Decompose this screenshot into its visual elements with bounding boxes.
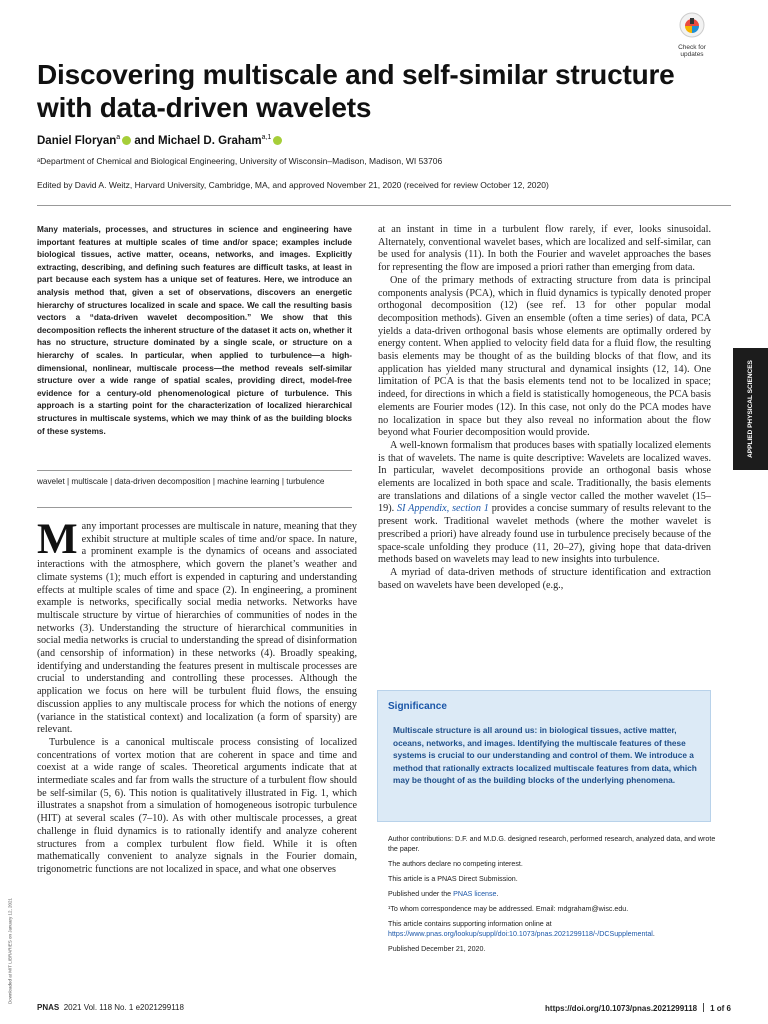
- significance-text: Multiscale structure is all around us: in biological tissues, active matter, oceans, networks, and images. Identifying the multiscale features of these systems is crucial to our understanding and control of them. We introduce a method that rationally extracts localized multiscale features from data, which may be thought of as the building blocks of the underlying phenomena.: [393, 725, 697, 786]
- page-footer: [37, 1003, 731, 1015]
- significance-box: [377, 690, 711, 822]
- author-affil-mark: a: [116, 134, 121, 141]
- authors-conjunction: and: [134, 134, 155, 147]
- orcid-icon[interactable]: [273, 136, 282, 145]
- license-suffix: .: [496, 890, 499, 898]
- orcid-icon[interactable]: [122, 136, 131, 145]
- paragraph: [378, 440, 711, 567]
- license-prefix: Published under the: [388, 890, 452, 898]
- paragraph-text: A well-known formalism that produces bases with spatially localized elements is that of wavelets. The name is quite descriptive: Wavelets are localized waves. In particular, wavelet decompositions provide an orthogonal basis whose elements are localized in both space and scale. Traditionally, the basis elements are translations and dilations of a single vector called the mother wavelet (15–19).: [378, 439, 711, 515]
- abstract: Many materials, processes, and structures in science and engineering have important features at multiple scales of time and/or space; examples include biological tissues, active matter, oceans, networks, and images. Explicitly extracting, describing, and defining such features are difficult tasks, at least in part because each system has a unique set of features. Here, we introduce an analysis method that, given a set of observations, discovers an energetic hierarchy of structures localized in scale and space. We call the resulting basis vectors a “data-driven wavelet decomposition.” We show that this decomposition reflects the inherent structure of the dataset it acts on, whether it has no structure, structure dominated by a single scale, or structure on a hierarchy of scales. In particular, when applied to turbulence—a high-dimensional, nonlinear, multiscale process—the method reveals self-similar structure over a wide range of spatial scales, providing direct, model-free evidence for a century-old phenomenological picture of turbulence. This approach is a starting point for the characterization of localized hierarchical structures in multiscale systems, which we may think of as the building blocks of these systems.: [37, 225, 352, 436]
- doi-link[interactable]: https://doi.org/10.1073/pnas.2021299118: [545, 1004, 698, 1013]
- author-list: [37, 134, 282, 147]
- check-for-updates-badge[interactable]: [668, 12, 716, 58]
- license-link[interactable]: PNAS license: [453, 890, 497, 898]
- check-updates-label: Check for updates: [678, 44, 706, 58]
- editor-line: Edited by David A. Weitz, Harvard University, Cambridge, MA, and approved November 21, 2020 (received for review October 12, 2020): [37, 180, 549, 190]
- author-name[interactable]: Michael D. Graham: [158, 134, 262, 147]
- check-updates-icon: [679, 12, 705, 38]
- intro-paragraph: [37, 516, 357, 737]
- drop-cap: M: [37, 516, 78, 563]
- license-note: [388, 889, 718, 899]
- footer-citation: [37, 1003, 184, 1012]
- author-contributions: Author contributions: D.F. and M.D.G. designed research, performed research, analyzed data, and wrote the paper.: [388, 835, 716, 853]
- keywords-divider: [37, 507, 352, 508]
- download-watermark-text: Downloaded at MIT LIBRARIES on January 12, 2021: [7, 898, 13, 1004]
- supporting-info-link[interactable]: https://www.pnas.org/lookup/suppl/doi:10.1073/pnas.2021299118/-/DCSupplemental: [388, 930, 653, 938]
- supporting-suffix: .: [652, 930, 655, 938]
- correspondence-note: ¹To whom correspondence may be addressed. Email: mdgraham@wisc.edu.: [388, 905, 629, 913]
- paragraph-text: any important processes are multiscale in nature, meaning that they exhibit structure at multiple scales of time and/or space. In nature, a prominent example is the dynamics of oceans and associated interactions with the atmosphere, which govern the planet’s weather and climate systems (1); much effort is expended in capturing and understanding effects at multiple scales of time and space (2). In engineering, a prominent example is networks, specifically social media networks. Networks have multiscale structure by virtue of hierarchies of communities of nodes in the networks (3). Understanding the structure of hierarchical communities in social media networks is crucial to understanding the spread of disinformation (and censorship of information) in these networks (4). Broadly speaking, identifying and understanding the features present in multiscale processes are crucial to understanding and controlling these processes. Although the application we focus on here will be turbulent fluid flows, the ensuing discussion applies to any multiscale process for which the notions of energy (variance in the statistical context) and localization (a form of sparsity) are relevant.: [37, 521, 357, 736]
- citation-text: 2021 Vol. 118 No. 1 e2021299118: [63, 1003, 184, 1012]
- si-appendix-link[interactable]: SI Appendix, section 1: [397, 503, 489, 515]
- body-column-left: [37, 516, 357, 877]
- page-number: 1 of 6: [710, 1004, 731, 1013]
- journal-name: PNAS: [37, 1003, 60, 1012]
- significance-title: Significance: [388, 701, 447, 712]
- affiliation: ᵃDepartment of Chemical and Biological Engineering, University of Wisconsin–Madison, Madison, WI 53706: [37, 156, 443, 166]
- body-column-right: [378, 224, 711, 592]
- supporting-prefix: This article contains supporting information online at: [388, 920, 552, 928]
- paragraph-text: provides a concise summary of results relevant to the present work. Traditional wavelet methods (where the mother wavelet is prescribed a priori) have already found use in turbulence precisely because of the space-scale unfolding they produce (11, 20–27), giving hope that data-driven methods based on wavelets may lead to new insights into turbulence.: [378, 503, 712, 566]
- abstract-divider: [37, 470, 352, 471]
- submission-type: This article is a PNAS Direct Submission.: [388, 875, 518, 883]
- keywords: wavelet | multiscale | data-driven decomposition | machine learning | turbulence: [37, 477, 325, 486]
- paragraph: Turbulence is a canonical multiscale process consisting of localized concentrations of vortex motion that are coherent in space and time and coexist at a wide range of scales. Theoretical arguments indicate that at intermediate scales and far from walls the structure of a turbulent flow should be self-similar (5, 6). This notion is qualitatively illustrated in Fig. 1, which illustrates a snapshot from a simulation of homogeneous isotropic turbulence (HIT) at several scales (7–10). As with other multiscale processes, a great challenge in fluid dynamics is to rationally identify and analyze coherent structures from a complex turbulent flow field. While it is often mathematically convenient to analyze signals in the Fourier domain, trigonometric functions are not localized in space, and what one observes: [37, 736, 357, 875]
- author-name[interactable]: Daniel Floryan: [37, 134, 117, 147]
- section-side-tab-label: APPLIED PHYSICAL SCIENCES: [746, 360, 754, 458]
- supporting-info-note: [388, 919, 718, 939]
- footer-separator: [703, 1003, 704, 1012]
- footer-doi-page: [545, 1003, 731, 1013]
- paper-title: Discovering multiscale and self-similar structure with data-driven wavelets: [37, 59, 675, 123]
- paragraph: at an instant in time in a turbulent flow rarely, if ever, looks sinusoidal. Alternately, conventional wavelet bases, which are localized and self-similar, can be used for analysis (11). In both the Fourier and wavelet approaches the bases for representing the flow are imposed a priori rather than emerging from data.: [378, 224, 711, 274]
- header-divider: [37, 205, 731, 206]
- competing-interest: The authors declare no competing interest.: [388, 860, 523, 868]
- download-watermark: [5, 895, 15, 1007]
- paragraph: One of the primary methods of extracting structure from data is principal components analysis (PCA), which in fluid dynamics is typically denoted proper orthogonal decomposition (12) (see ref. 13 for other popular modal decomposition methods). Given an ensemble (often a time series) of data, PCA yields a data-driven orthogonal basis whose elements are optimally ordered by energy content. When applied to velocity field data for a fluid flow, the resulting basis elements may be thought of as the building blocks of that flow, and its application has yielded many structural and dynamical insights (12, 14). One limitation of PCA is that the basis elements tend not to be localized in space; indeed, for directions in which a field is statistically homogeneous, the PCA basis elements are Fourier modes (12). In this case, not only do the PCA modes have no localization in space but they also reveal no information about the flow beyond what Fourier decomposition would provide.: [378, 274, 711, 439]
- section-side-tab: [733, 348, 768, 470]
- author-affil-mark: a,1: [261, 134, 272, 141]
- paragraph: A myriad of data-driven methods of structure identification and extraction based on wavelets have been developed (e.g.,: [378, 566, 711, 591]
- article-notes: [388, 834, 718, 959]
- published-date: Published December 21, 2020.: [388, 945, 486, 953]
